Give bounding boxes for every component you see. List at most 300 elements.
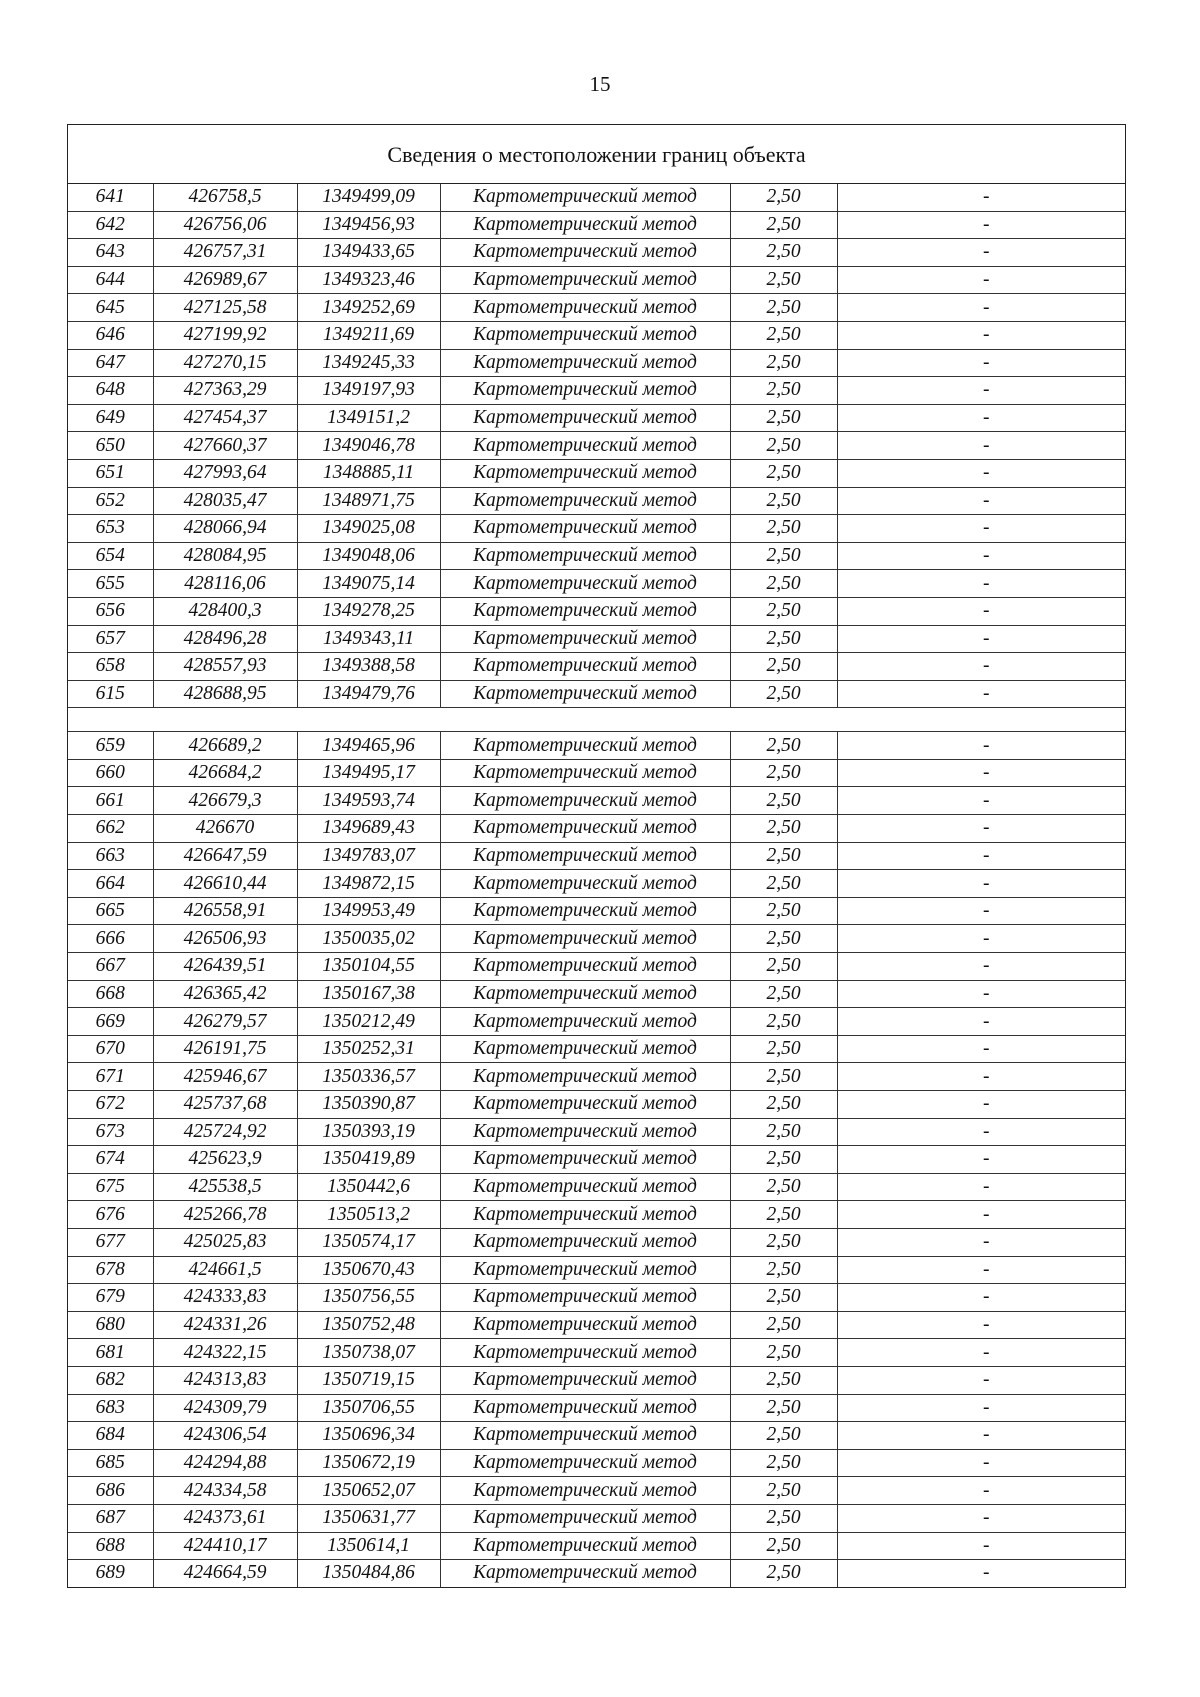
x-coordinate-cell: 426506,93 [153, 925, 297, 953]
precision-cell: 2,50 [730, 1477, 837, 1505]
y-coordinate-cell: 1350035,02 [297, 925, 440, 953]
method-cell: Картометрический метод [440, 1035, 730, 1063]
description-cell: - [837, 925, 1125, 953]
description-cell: - [837, 404, 1125, 432]
point-number-cell: 651 [68, 459, 153, 487]
x-coordinate-cell: 426439,51 [153, 953, 297, 981]
y-coordinate-cell: 1348971,75 [297, 487, 440, 515]
table-row [68, 1449, 1125, 1477]
description-cell: - [837, 1228, 1125, 1256]
point-number-cell: 661 [68, 787, 153, 815]
method-cell: Картометрический метод [440, 294, 730, 322]
point-number-cell: 681 [68, 1339, 153, 1367]
precision-cell: 2,50 [730, 625, 837, 653]
x-coordinate-cell: 428557,93 [153, 653, 297, 681]
precision-cell: 2,50 [730, 432, 837, 460]
y-coordinate-cell: 1349048,06 [297, 542, 440, 570]
x-coordinate-cell: 426279,57 [153, 1008, 297, 1036]
description-cell: - [837, 980, 1125, 1008]
x-coordinate-cell: 428400,3 [153, 597, 297, 625]
description-cell: - [837, 625, 1125, 653]
method-cell: Картометрический метод [440, 404, 730, 432]
x-coordinate-cell: 424373,61 [153, 1504, 297, 1532]
precision-cell: 2,50 [730, 404, 837, 432]
precision-cell: 2,50 [730, 321, 837, 349]
table-row [68, 1063, 1125, 1091]
description-cell: - [837, 1532, 1125, 1560]
table-row [68, 1228, 1125, 1256]
method-cell: Картометрический метод [440, 266, 730, 294]
table-row [68, 349, 1125, 377]
y-coordinate-cell: 1349245,33 [297, 349, 440, 377]
method-cell: Картометрический метод [440, 1091, 730, 1119]
description-cell: - [837, 432, 1125, 460]
precision-cell: 2,50 [730, 1173, 837, 1201]
y-coordinate-cell: 1349499,09 [297, 184, 440, 211]
y-coordinate-cell: 1349479,76 [297, 680, 440, 708]
table-row [68, 1504, 1125, 1532]
method-cell: Картометрический метод [440, 759, 730, 787]
x-coordinate-cell: 426558,91 [153, 897, 297, 925]
point-number-cell: 675 [68, 1173, 153, 1201]
y-coordinate-cell: 1350393,19 [297, 1118, 440, 1146]
table-row [68, 515, 1125, 543]
method-cell: Картометрический метод [440, 842, 730, 870]
point-number-cell: 656 [68, 597, 153, 625]
method-cell: Картометрический метод [440, 925, 730, 953]
method-cell: Картометрический метод [440, 1201, 730, 1229]
precision-cell: 2,50 [730, 239, 837, 267]
method-cell: Картометрический метод [440, 787, 730, 815]
y-coordinate-cell: 1349046,78 [297, 432, 440, 460]
table-row [68, 759, 1125, 787]
description-cell: - [837, 349, 1125, 377]
y-coordinate-cell: 1349465,96 [297, 732, 440, 760]
table-row [68, 377, 1125, 405]
precision-cell: 2,50 [730, 1449, 837, 1477]
precision-cell: 2,50 [730, 980, 837, 1008]
x-coordinate-cell: 426756,06 [153, 211, 297, 239]
method-cell: Картометрический метод [440, 570, 730, 598]
description-cell: - [837, 1311, 1125, 1339]
method-cell: Картометрический метод [440, 870, 730, 898]
point-number-cell: 615 [68, 680, 153, 708]
precision-cell: 2,50 [730, 925, 837, 953]
y-coordinate-cell: 1350752,48 [297, 1311, 440, 1339]
method-cell: Картометрический метод [440, 1311, 730, 1339]
table-row [68, 870, 1125, 898]
x-coordinate-cell: 424334,58 [153, 1477, 297, 1505]
precision-cell: 2,50 [730, 1256, 837, 1284]
x-coordinate-cell: 424294,88 [153, 1449, 297, 1477]
y-coordinate-cell: 1350614,1 [297, 1532, 440, 1560]
table-row [68, 211, 1125, 239]
y-coordinate-cell: 1349151,2 [297, 404, 440, 432]
description-cell: - [837, 1422, 1125, 1450]
precision-cell: 2,50 [730, 842, 837, 870]
method-cell: Картометрический метод [440, 211, 730, 239]
description-cell: - [837, 570, 1125, 598]
precision-cell: 2,50 [730, 1560, 837, 1587]
point-number-cell: 641 [68, 184, 153, 211]
point-number-cell: 679 [68, 1284, 153, 1312]
precision-cell: 2,50 [730, 184, 837, 211]
description-cell: - [837, 759, 1125, 787]
point-number-cell: 653 [68, 515, 153, 543]
table-row [68, 1477, 1125, 1505]
description-cell: - [837, 1035, 1125, 1063]
x-coordinate-cell: 427363,29 [153, 377, 297, 405]
point-number-cell: 642 [68, 211, 153, 239]
table-row [68, 1173, 1125, 1201]
coordinates-table-body [68, 184, 1125, 1587]
x-coordinate-cell: 424661,5 [153, 1256, 297, 1284]
method-cell: Картометрический метод [440, 653, 730, 681]
precision-cell: 2,50 [730, 815, 837, 843]
point-number-cell: 680 [68, 1311, 153, 1339]
table-row [68, 1091, 1125, 1119]
x-coordinate-cell: 426191,75 [153, 1035, 297, 1063]
x-coordinate-cell: 426365,42 [153, 980, 297, 1008]
description-cell: - [837, 184, 1125, 211]
method-cell: Картометрический метод [440, 1118, 730, 1146]
method-cell: Картометрический метод [440, 953, 730, 981]
table-row [68, 404, 1125, 432]
x-coordinate-cell: 428066,94 [153, 515, 297, 543]
x-coordinate-cell: 425266,78 [153, 1201, 297, 1229]
table-row [68, 1035, 1125, 1063]
precision-cell: 2,50 [730, 787, 837, 815]
method-cell: Картометрический метод [440, 625, 730, 653]
x-coordinate-cell: 425025,83 [153, 1228, 297, 1256]
precision-cell: 2,50 [730, 870, 837, 898]
point-number-cell: 660 [68, 759, 153, 787]
point-number-cell: 649 [68, 404, 153, 432]
method-cell: Картометрический метод [440, 597, 730, 625]
x-coordinate-cell: 426679,3 [153, 787, 297, 815]
description-cell: - [837, 680, 1125, 708]
description-cell: - [837, 953, 1125, 981]
point-number-cell: 688 [68, 1532, 153, 1560]
method-cell: Картометрический метод [440, 1256, 730, 1284]
precision-cell: 2,50 [730, 759, 837, 787]
method-cell: Картометрический метод [440, 732, 730, 760]
table-row [68, 842, 1125, 870]
point-number-cell: 647 [68, 349, 153, 377]
point-number-cell: 665 [68, 897, 153, 925]
y-coordinate-cell: 1350484,86 [297, 1560, 440, 1587]
table-row [68, 1008, 1125, 1036]
description-cell: - [837, 1201, 1125, 1229]
separator-cell [68, 708, 1125, 732]
x-coordinate-cell: 428084,95 [153, 542, 297, 570]
table-row [68, 487, 1125, 515]
table-row [68, 459, 1125, 487]
y-coordinate-cell: 1348885,11 [297, 459, 440, 487]
precision-cell: 2,50 [730, 266, 837, 294]
method-cell: Картометрический метод [440, 1532, 730, 1560]
table-row [68, 1394, 1125, 1422]
precision-cell: 2,50 [730, 459, 837, 487]
precision-cell: 2,50 [730, 1146, 837, 1174]
method-cell: Картометрический метод [440, 1366, 730, 1394]
description-cell: - [837, 732, 1125, 760]
precision-cell: 2,50 [730, 542, 837, 570]
table-row [68, 1339, 1125, 1367]
table-row [68, 732, 1125, 760]
description-cell: - [837, 870, 1125, 898]
table-row [68, 597, 1125, 625]
description-cell: - [837, 1118, 1125, 1146]
coordinates-table [68, 184, 1125, 1587]
method-cell: Картометрический метод [440, 487, 730, 515]
x-coordinate-cell: 425623,9 [153, 1146, 297, 1174]
description-cell: - [837, 542, 1125, 570]
x-coordinate-cell: 427660,37 [153, 432, 297, 460]
precision-cell: 2,50 [730, 349, 837, 377]
description-cell: - [837, 1339, 1125, 1367]
x-coordinate-cell: 426610,44 [153, 870, 297, 898]
x-coordinate-cell: 427199,92 [153, 321, 297, 349]
table-row [68, 925, 1125, 953]
y-coordinate-cell: 1349211,69 [297, 321, 440, 349]
precision-cell: 2,50 [730, 1532, 837, 1560]
description-cell: - [837, 1091, 1125, 1119]
method-cell: Картометрический метод [440, 432, 730, 460]
table-row [68, 570, 1125, 598]
method-cell: Картометрический метод [440, 1008, 730, 1036]
precision-cell: 2,50 [730, 1504, 837, 1532]
point-number-cell: 689 [68, 1560, 153, 1587]
precision-cell: 2,50 [730, 1063, 837, 1091]
point-number-cell: 645 [68, 294, 153, 322]
point-number-cell: 650 [68, 432, 153, 460]
description-cell: - [837, 1560, 1125, 1587]
table-row [68, 953, 1125, 981]
method-cell: Картометрический метод [440, 321, 730, 349]
y-coordinate-cell: 1349278,25 [297, 597, 440, 625]
y-coordinate-cell: 1350652,07 [297, 1477, 440, 1505]
y-coordinate-cell: 1350738,07 [297, 1339, 440, 1367]
method-cell: Картометрический метод [440, 1504, 730, 1532]
description-cell: - [837, 1173, 1125, 1201]
method-cell: Картометрический метод [440, 1560, 730, 1587]
point-number-cell: 673 [68, 1118, 153, 1146]
method-cell: Картометрический метод [440, 377, 730, 405]
point-number-cell: 644 [68, 266, 153, 294]
y-coordinate-cell: 1350631,77 [297, 1504, 440, 1532]
point-number-cell: 648 [68, 377, 153, 405]
precision-cell: 2,50 [730, 953, 837, 981]
method-cell: Картометрический метод [440, 1228, 730, 1256]
precision-cell: 2,50 [730, 377, 837, 405]
x-coordinate-cell: 424331,26 [153, 1311, 297, 1339]
description-cell: - [837, 597, 1125, 625]
y-coordinate-cell: 1350706,55 [297, 1394, 440, 1422]
table-row [68, 1118, 1125, 1146]
table-row [68, 1366, 1125, 1394]
x-coordinate-cell: 427454,37 [153, 404, 297, 432]
x-coordinate-cell: 426689,2 [153, 732, 297, 760]
description-cell: - [837, 1284, 1125, 1312]
precision-cell: 2,50 [730, 653, 837, 681]
point-number-cell: 674 [68, 1146, 153, 1174]
page-number: 15 [589, 72, 611, 96]
description-cell: - [837, 294, 1125, 322]
precision-cell: 2,50 [730, 1311, 837, 1339]
x-coordinate-cell: 428688,95 [153, 680, 297, 708]
method-cell: Картометрический метод [440, 515, 730, 543]
y-coordinate-cell: 1349433,65 [297, 239, 440, 267]
x-coordinate-cell: 424306,54 [153, 1422, 297, 1450]
y-coordinate-cell: 1350574,17 [297, 1228, 440, 1256]
precision-cell: 2,50 [730, 487, 837, 515]
point-number-cell: 664 [68, 870, 153, 898]
method-cell: Картометрический метод [440, 349, 730, 377]
point-number-cell: 676 [68, 1201, 153, 1229]
precision-cell: 2,50 [730, 1339, 837, 1367]
table-row [68, 680, 1125, 708]
x-coordinate-cell: 426757,31 [153, 239, 297, 267]
x-coordinate-cell: 427125,58 [153, 294, 297, 322]
point-number-cell: 654 [68, 542, 153, 570]
point-number-cell: 685 [68, 1449, 153, 1477]
description-cell: - [837, 1063, 1125, 1091]
boundary-table-container [67, 124, 1126, 1588]
point-number-cell: 668 [68, 980, 153, 1008]
table-row [68, 266, 1125, 294]
precision-cell: 2,50 [730, 1366, 837, 1394]
table-row [68, 1284, 1125, 1312]
point-number-cell: 643 [68, 239, 153, 267]
y-coordinate-cell: 1349593,74 [297, 787, 440, 815]
precision-cell: 2,50 [730, 897, 837, 925]
x-coordinate-cell: 425946,67 [153, 1063, 297, 1091]
y-coordinate-cell: 1349343,11 [297, 625, 440, 653]
y-coordinate-cell: 1350442,6 [297, 1173, 440, 1201]
precision-cell: 2,50 [730, 515, 837, 543]
table-row [68, 897, 1125, 925]
point-number-cell: 684 [68, 1422, 153, 1450]
point-number-cell: 682 [68, 1366, 153, 1394]
point-number-cell: 686 [68, 1477, 153, 1505]
y-coordinate-cell: 1349025,08 [297, 515, 440, 543]
y-coordinate-cell: 1350104,55 [297, 953, 440, 981]
point-number-cell: 670 [68, 1035, 153, 1063]
description-cell: - [837, 487, 1125, 515]
x-coordinate-cell: 425724,92 [153, 1118, 297, 1146]
description-cell: - [837, 787, 1125, 815]
method-cell: Картометрический метод [440, 239, 730, 267]
method-cell: Картометрический метод [440, 1477, 730, 1505]
y-coordinate-cell: 1350670,43 [297, 1256, 440, 1284]
y-coordinate-cell: 1350719,15 [297, 1366, 440, 1394]
description-cell: - [837, 1366, 1125, 1394]
table-row [68, 542, 1125, 570]
x-coordinate-cell: 426647,59 [153, 842, 297, 870]
y-coordinate-cell: 1349197,93 [297, 377, 440, 405]
separator-row [68, 708, 1125, 732]
x-coordinate-cell: 426684,2 [153, 759, 297, 787]
x-coordinate-cell: 424322,15 [153, 1339, 297, 1367]
y-coordinate-cell: 1349953,49 [297, 897, 440, 925]
point-number-cell: 683 [68, 1394, 153, 1422]
x-coordinate-cell: 426758,5 [153, 184, 297, 211]
x-coordinate-cell: 427993,64 [153, 459, 297, 487]
description-cell: - [837, 1008, 1125, 1036]
table-title: Сведения о местоположении границ объекта [68, 125, 1125, 184]
point-number-cell: 687 [68, 1504, 153, 1532]
precision-cell: 2,50 [730, 1394, 837, 1422]
description-cell: - [837, 1504, 1125, 1532]
x-coordinate-cell: 425737,68 [153, 1091, 297, 1119]
table-row [68, 625, 1125, 653]
point-number-cell: 652 [68, 487, 153, 515]
precision-cell: 2,50 [730, 294, 837, 322]
x-coordinate-cell: 424664,59 [153, 1560, 297, 1587]
point-number-cell: 678 [68, 1256, 153, 1284]
precision-cell: 2,50 [730, 1201, 837, 1229]
precision-cell: 2,50 [730, 1091, 837, 1119]
method-cell: Картометрический метод [440, 184, 730, 211]
y-coordinate-cell: 1349872,15 [297, 870, 440, 898]
y-coordinate-cell: 1350212,49 [297, 1008, 440, 1036]
point-number-cell: 677 [68, 1228, 153, 1256]
table-row [68, 239, 1125, 267]
table-row [68, 1201, 1125, 1229]
description-cell: - [837, 239, 1125, 267]
y-coordinate-cell: 1350672,19 [297, 1449, 440, 1477]
x-coordinate-cell: 428496,28 [153, 625, 297, 653]
description-cell: - [837, 459, 1125, 487]
description-cell: - [837, 1449, 1125, 1477]
x-coordinate-cell: 426989,67 [153, 266, 297, 294]
description-cell: - [837, 1146, 1125, 1174]
description-cell: - [837, 815, 1125, 843]
x-coordinate-cell: 427270,15 [153, 349, 297, 377]
method-cell: Картометрический метод [440, 542, 730, 570]
table-row [68, 184, 1125, 211]
description-cell: - [837, 1394, 1125, 1422]
table-row [68, 1146, 1125, 1174]
description-cell: - [837, 377, 1125, 405]
y-coordinate-cell: 1350513,2 [297, 1201, 440, 1229]
point-number-cell: 659 [68, 732, 153, 760]
point-number-cell: 658 [68, 653, 153, 681]
y-coordinate-cell: 1349252,69 [297, 294, 440, 322]
description-cell: - [837, 321, 1125, 349]
precision-cell: 2,50 [730, 570, 837, 598]
description-cell: - [837, 515, 1125, 543]
table-row [68, 1311, 1125, 1339]
x-coordinate-cell: 424313,83 [153, 1366, 297, 1394]
method-cell: Картометрический метод [440, 1173, 730, 1201]
point-number-cell: 669 [68, 1008, 153, 1036]
y-coordinate-cell: 1350167,38 [297, 980, 440, 1008]
method-cell: Картометрический метод [440, 1449, 730, 1477]
method-cell: Картометрический метод [440, 980, 730, 1008]
table-row [68, 787, 1125, 815]
x-coordinate-cell: 425538,5 [153, 1173, 297, 1201]
y-coordinate-cell: 1349495,17 [297, 759, 440, 787]
x-coordinate-cell: 428035,47 [153, 487, 297, 515]
y-coordinate-cell: 1350390,87 [297, 1091, 440, 1119]
description-cell: - [837, 211, 1125, 239]
point-number-cell: 646 [68, 321, 153, 349]
method-cell: Картометрический метод [440, 1284, 730, 1312]
method-cell: Картометрический метод [440, 459, 730, 487]
y-coordinate-cell: 1349075,14 [297, 570, 440, 598]
